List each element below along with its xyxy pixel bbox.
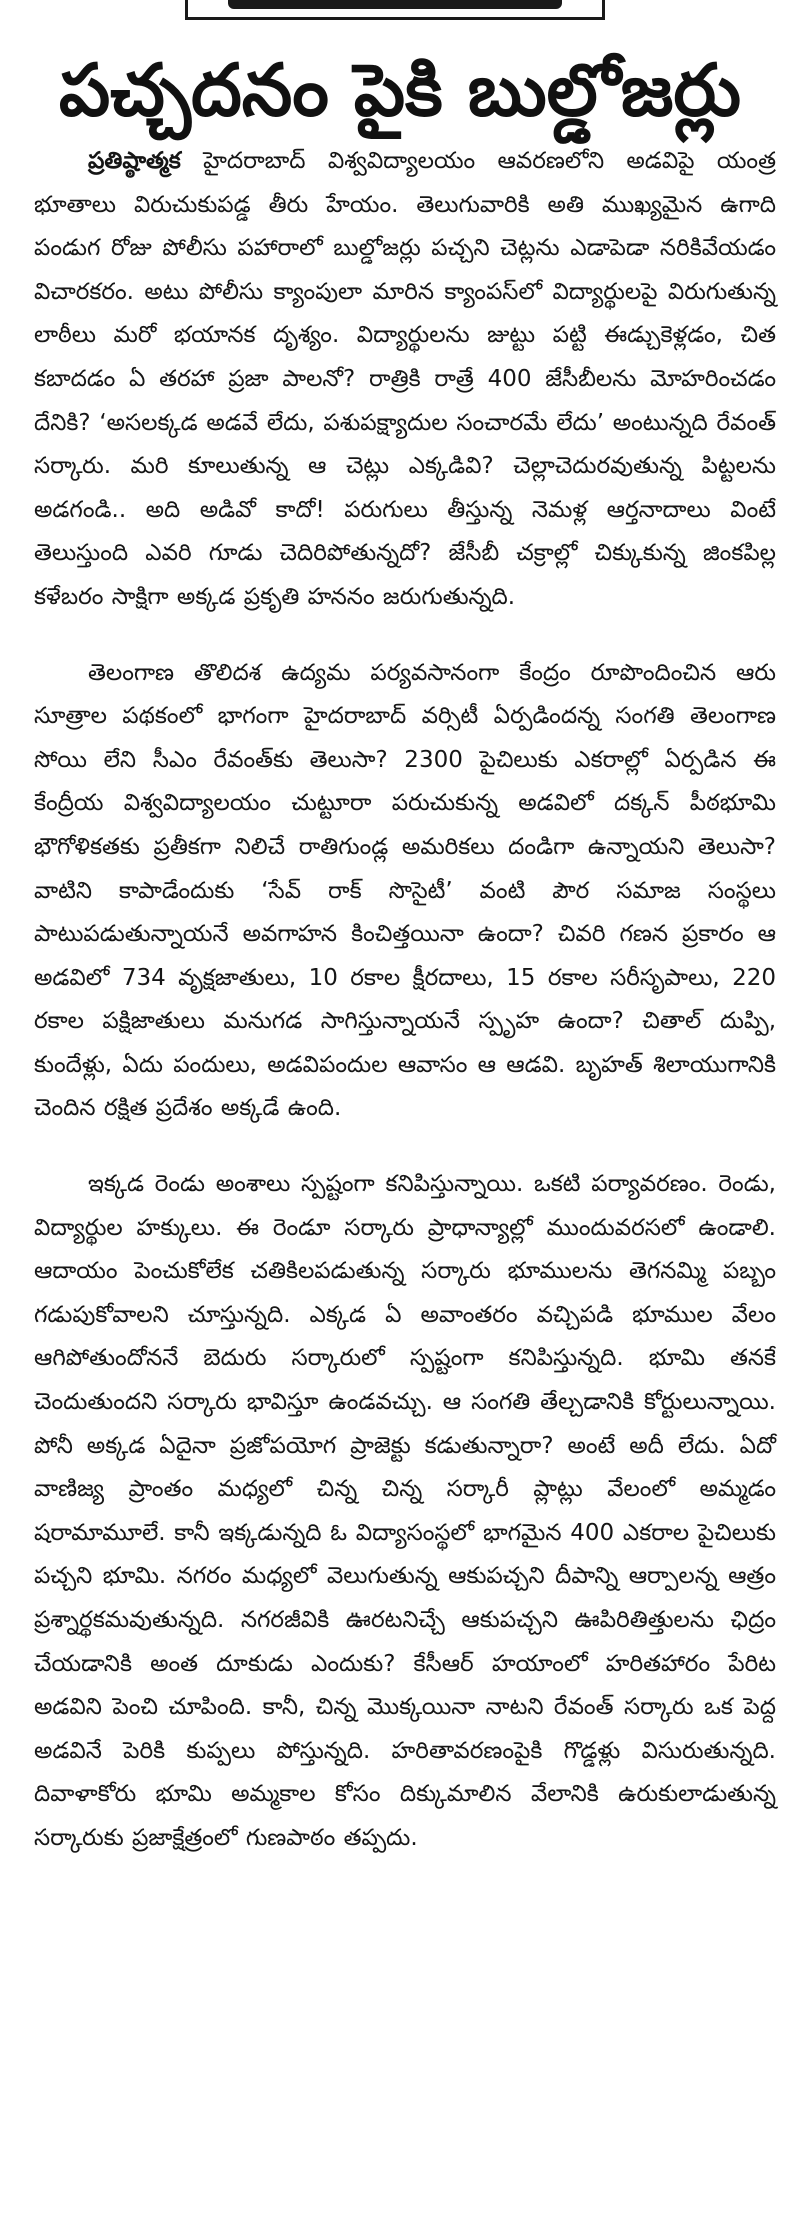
article-paragraph-1 — [34, 140, 776, 620]
paragraph-text: తెలంగాణ తొలిదశ ఉద్యమ పర్యవసానంగా కేంద్రం రూపొందించిన ఆరు సూత్రాల పథకంలో భాగంగా హైదరాబాద్ వర్సిటీ ఏర్పడిందన్న సంగతి తెలంగాణ సోయి లేని సీఎం రేవంత్‌కు తెలుసా? 2300 పైచిలుకు ఎకరాల్లో ఏర్పడిన ఈ కేంద్రీయ విశ్వవిద్యాలయం చుట్టూరా పరుచుకున్న అడవిలో దక్కన్ పీఠభూమి భౌగోళికతకు ప్రతీకగా నిలిచే రాతిగుండ్ల అమరికలు దండిగా ఉన్నాయని తెలుసా? వాటిని కాపాడేందుకు ‘సేవ్ రాక్ సొసైటీ’ వంటి పౌర సమాజ సంస్థలు పాటుపడుతున్నాయనే అవగాహన కించిత్తయినా ఉందా? చివరి గణన ప్రకారం ఆ అడవిలో 734 వృక్షజాతులు, 10 రకాల క్షీరదాలు, 15 రకాల సరీసృపాలు, 220 రకాల పక్షిజాతులు మనుగడ సాగిస్తున్నాయనే స్పృహ ఉందా? చితాల్ దుప్పి, కుందేళ్లు, ఏదు పందులు, అడవిపందుల ఆవాసం ఆ ఆడవి. బృహత్ శిలాయుగానికి చెందిన రక్షిత ప్రదేశం అక్కడే ఉంది. — [34, 659, 777, 1122]
article-paragraph-3 — [34, 1163, 776, 1861]
paragraph-lead-word: ప్రతిష్ఠాత్మక — [88, 148, 181, 174]
headline: పచ్చదనం పైకి బుల్డోజర్లు — [58, 48, 741, 132]
paragraph-text: ఇక్కడ రెండు అంశాలు స్పష్టంగా కనిపిస్తున్నాయి. ఒకటి పర్యావరణం. రెండు, విద్యార్థుల హక్కులు. ఈ రెండూ సర్కారు ప్రాధాన్యాల్లో ముందువరసలో ఉండాలి. ఆదాయం పెంచుకోలేక చతికిలపడుతున్న సర్కారు భూములను తెగనమ్మి పబ్బం గడుపుకోవాలని చూస్తున్నది. ఎక్కడ ఏ అవాంతరం వచ్చిపడి భూముల వేలం ఆగిపోతుందోననే బెదురు సర్కారులో స్పష్టంగా కనిపిస్తున్నది. భూమి తనకే చెందుతుందని సర్కారు భావిస్తూ ఉండవచ్చు. ఆ సంగతి తేల్చడానికి కోర్టులున్నాయి. పోనీ అక్కడ ఏదైనా ప్రజోపయోగ ప్రాజెక్టు కడుతున్నారా? అంటే అదీ లేదు. ఏదో వాణిజ్య ప్రాంతం మధ్యలో చిన్న చిన్న సర్కారీ ప్లాట్లు వేలంలో అమ్మడం షరామామూలే. కానీ ఇక్కడున్నది ఓ విద్యాసంస్థలో భాగమైన 400 ఎకరాల పైచిలుకు పచ్చని భూమి. నగరం మధ్యలో వెలుగుతున్న ఆకుపచ్చని దీపాన్ని ఆర్పాలన్న ఆత్రం ప్రశ్నార్థకమవుతున్నది. నగరజీవికి ఊరటనిచ్చే ఆకుపచ్చని ఊపిరితిత్తులను ఛిద్రం చేయడానికి అంత దూకుడు ఎందుకు? కేసీఆర్ హయాంలో హరితహారం పేరిట అడవిని పెంచి చూపింది. కానీ, చిన్న మొక్కయినా నాటని రేవంత్ సర్కారు ఒక పెద్ద అడవినే పెరికి కుప్పలు పోస్తున్నది. హరితావరణంపైకి గొడ్డళ్లు విసురుతున్నది. దివాళాకోరు భూమి అమ్మకాల కోసం దిక్కుమాలిన వేలానికి ఉరుకులాడుతున్న సర్కారుకు ప్రజాక్షేత్రంలో గుణపాఠం తప్పదు. — [34, 1171, 776, 1851]
section-header-bar — [228, 0, 562, 9]
paragraph-text: హైదరాబాద్ విశ్వవిద్యాలయం ఆవరణలోని అడవిపై యంత్ర భూతాలు విరుచుకుపడ్డ తీరు హేయం. తెలుగువారికి అతి ముఖ్యమైన ఉగాది పండుగ రోజు పోలీసు పహారాలో బుల్డోజర్లు పచ్చని చెట్లను ఎడాపెడా నరికివేయడం విచారకరం. అటు పోలీసు క్యాంపులా మారిన క్యాంపస్‌లో విద్యార్థులపై విరుగుతున్న లాఠీలు మరో భయానక దృశ్యం. విద్యార్థులను జుట్టు పట్టి ఈడ్చుకెళ్లడం, చిత కబాదడం ఏ తరహా ప్రజా పాలనో? రాత్రికి రాత్రే 400 జేసీబీలను మోహరించడం దేనికి? ‘అసలక్కడ అడవే లేదు, పశుపక్ష్యాదుల సంచారమే లేదు’ అంటున్నది రేవంత్ సర్కారు. మరి కూలుతున్న ఆ చెట్లు ఎక్కడివి? చెల్లాచెదురవుతున్న పిట్టలను అడగండి.. అది అడివో కాదో! పరుగులు తీస్తున్న నెమళ్ల ఆర్తనాదాలు వింటే తెలుస్తుంది ఎవరి గూడు చెదిరిపోతున్నదో? జేసీబీ చక్రాల్లో చిక్కుకున్న జింకపిల్ల కళేబరం సాక్షిగా అక్కడ ప్రకృతి హననం జరుగుతున్నది. — [34, 148, 776, 610]
article-body — [34, 140, 776, 1861]
section-header-strip — [185, 0, 605, 20]
article-paragraph-2 — [34, 652, 776, 1132]
